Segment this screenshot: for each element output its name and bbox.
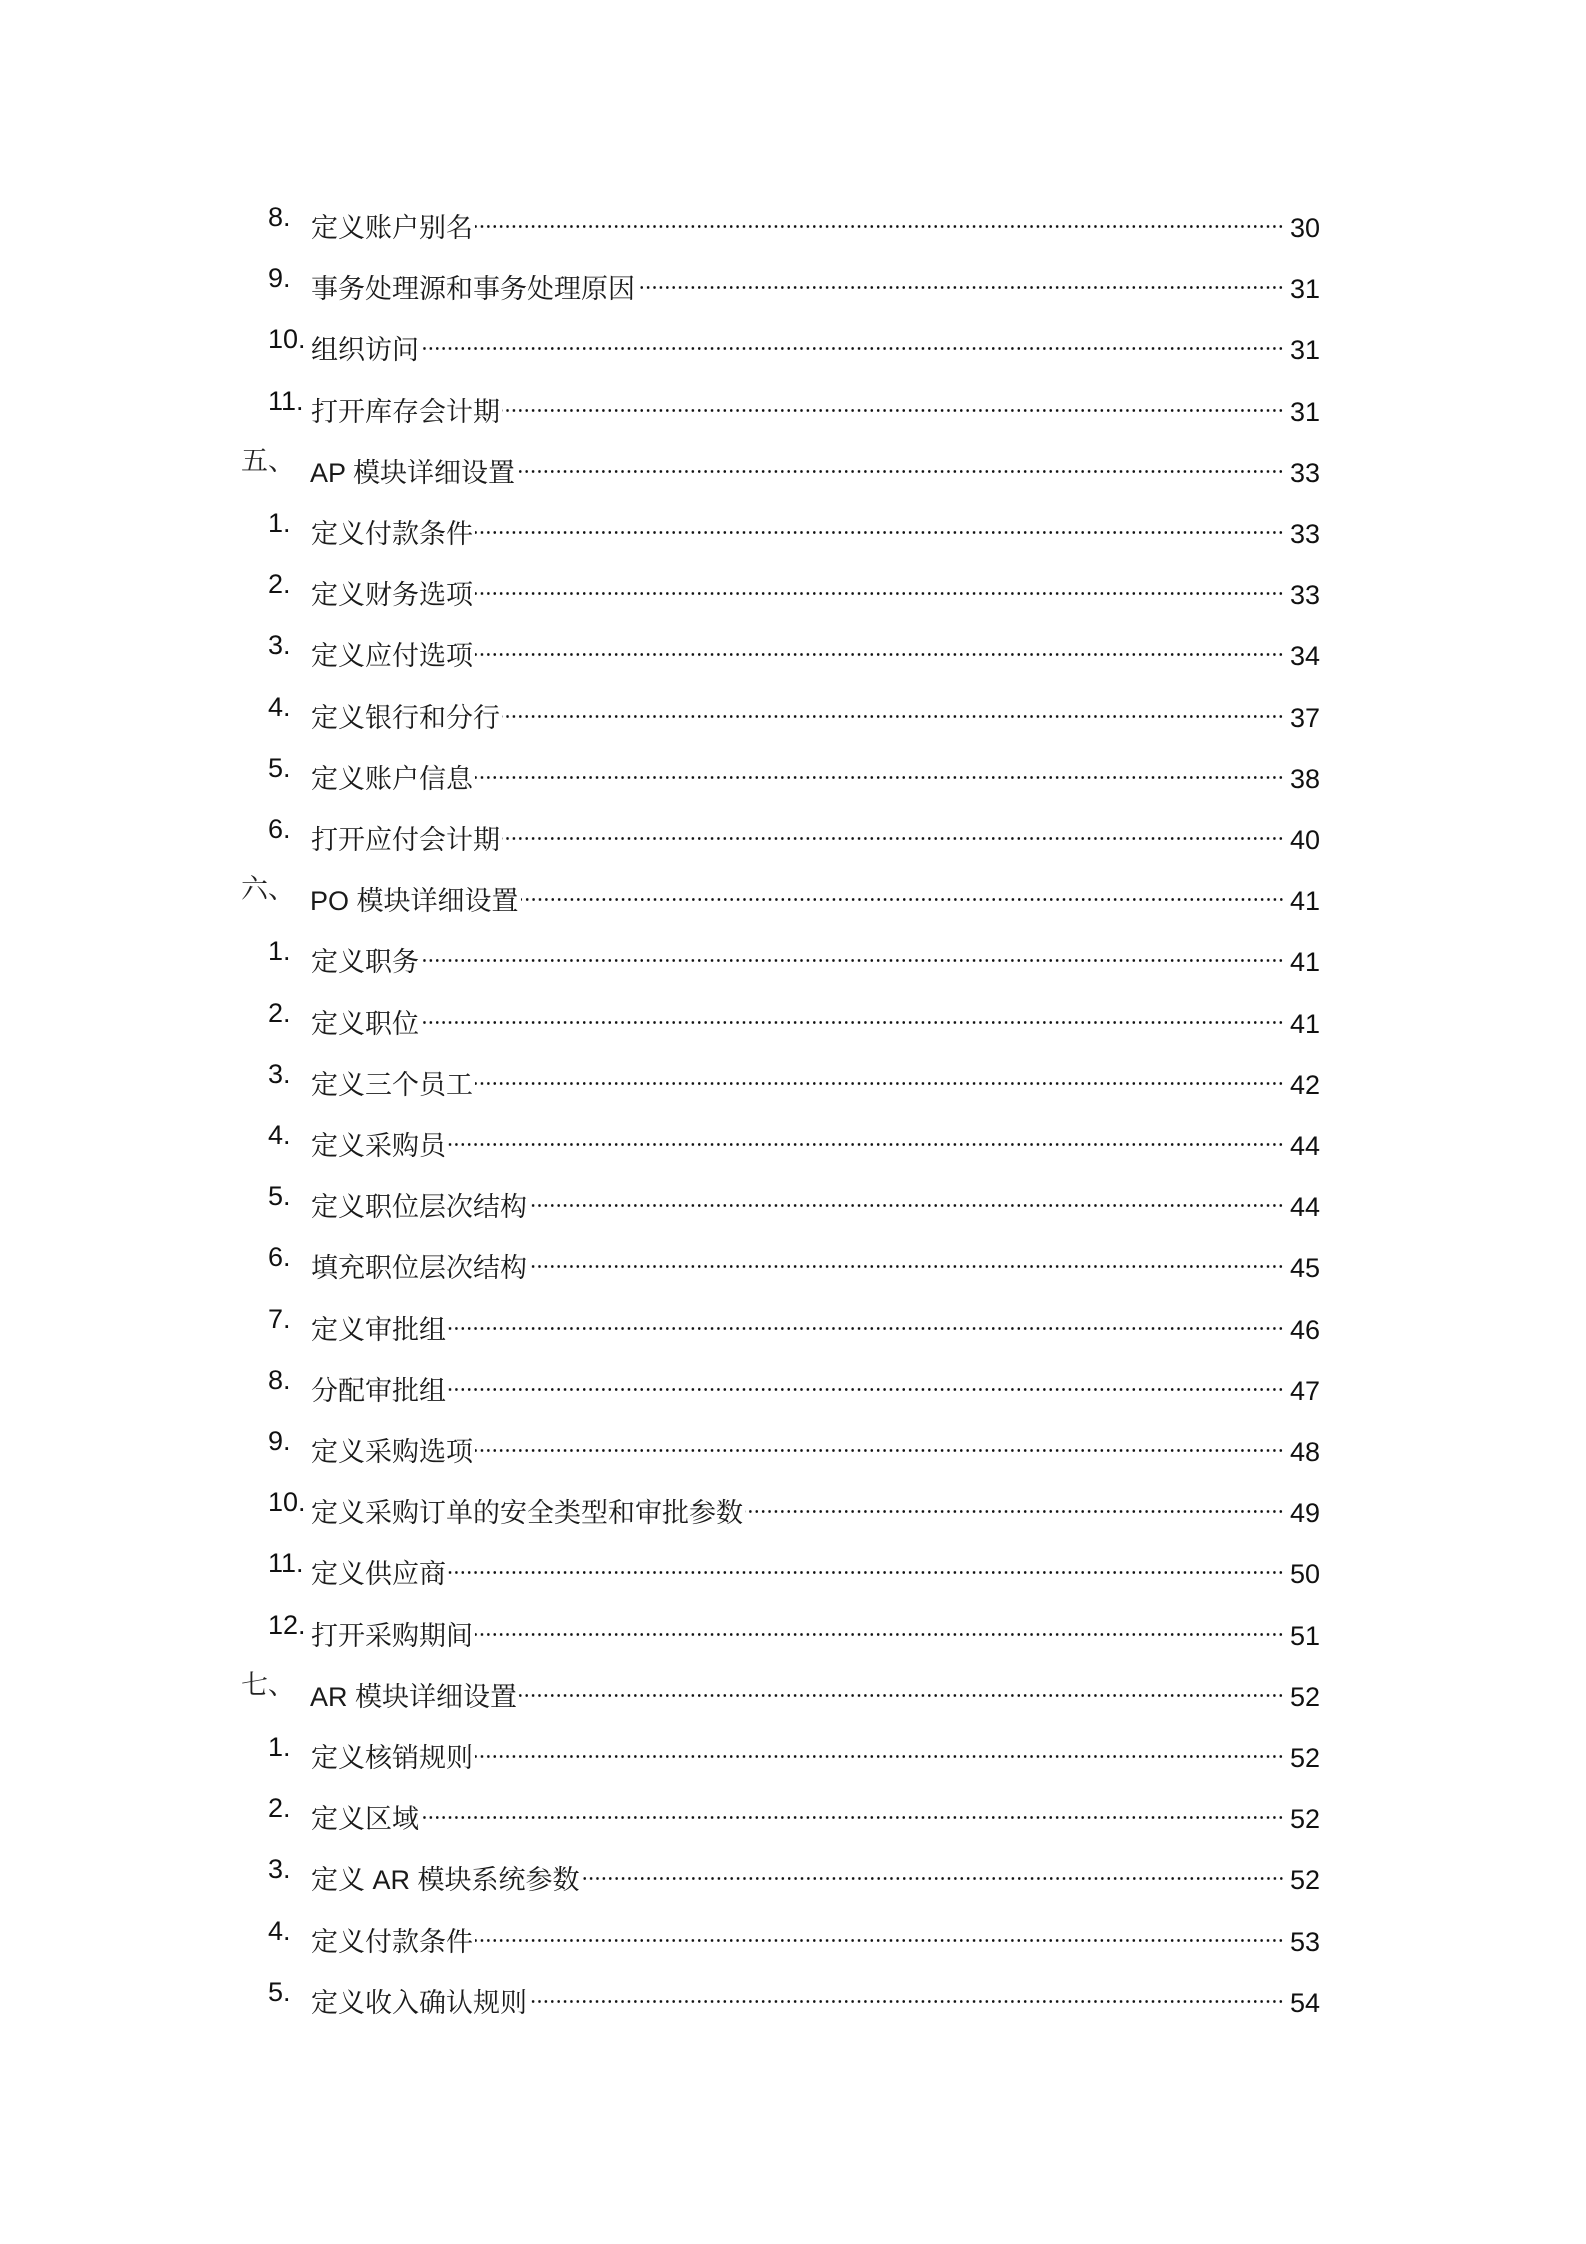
toc-entry-number: 8. (268, 202, 291, 232)
toc-entry-page-number[interactable]: 49 (1290, 1498, 1321, 1529)
toc-entry-line (311, 993, 1321, 1044)
toc-entry-title[interactable]: 打开采购期间 (311, 1620, 473, 1651)
toc-entry-page-number[interactable]: 52 (1290, 1681, 1321, 1712)
toc-entry-title[interactable]: 定义审批组 (311, 1314, 446, 1345)
toc-entry-page-number[interactable]: 31 (1290, 396, 1321, 427)
toc-entry[interactable] (0, 381, 1586, 427)
toc-entry[interactable] (0, 564, 1586, 611)
toc-entry-number: 3. (268, 1058, 291, 1089)
dot-leader (448, 1543, 1284, 1583)
dot-leader (475, 564, 1284, 604)
dot-leader (502, 809, 1284, 849)
toc-entry-title[interactable]: 组织访问 (311, 335, 419, 366)
toc-entry-page-number[interactable]: 52 (1290, 1865, 1321, 1896)
dot-leader (529, 1176, 1284, 1216)
toc-entry-number: 五、 (241, 445, 295, 477)
toc-entry-title[interactable]: 定义财务选项 (311, 580, 473, 611)
toc-entry[interactable] (0, 931, 1586, 978)
toc-entry-page-number[interactable]: 48 (1290, 1437, 1321, 1467)
toc-entry-title[interactable]: AP 模块详细设置 (310, 457, 516, 488)
toc-entry-number: 11. (268, 385, 304, 416)
toc-entry-number: 9. (268, 1426, 291, 1456)
toc-entry-number: 10. (268, 1487, 306, 1518)
toc-entry-page-number[interactable]: 30 (1290, 213, 1321, 243)
toc-entry-number: 3. (268, 630, 291, 661)
toc-entry-line (311, 1911, 1321, 1962)
toc-entry-number: 1. (268, 508, 291, 538)
toc-entry[interactable] (0, 1360, 1586, 1406)
toc-entry-page-number[interactable]: 54 (1290, 1987, 1321, 2018)
dot-leader (529, 1972, 1284, 2012)
toc-entry-page-number[interactable]: 41 (1290, 886, 1321, 917)
toc-entry-title[interactable]: 定义供应商 (311, 1559, 446, 1590)
toc-entry-page-number[interactable]: 38 (1290, 763, 1321, 794)
toc-entry-page-number[interactable]: 33 (1290, 519, 1321, 549)
toc-entry-page-number[interactable]: 51 (1290, 1620, 1321, 1651)
toc-entry-number: 10. (268, 324, 306, 355)
dot-leader (475, 1421, 1284, 1461)
toc-entry-line (311, 1727, 1321, 1778)
toc-entry-number: 4. (268, 1120, 291, 1150)
toc-entry-line (311, 748, 1321, 799)
dot-leader (519, 1666, 1284, 1706)
toc-entry-number: 7. (268, 1303, 291, 1334)
toc-entry-number: 六、 (241, 874, 295, 906)
toc-entry-page-number[interactable]: 42 (1290, 1069, 1321, 1100)
toc-entry-title[interactable]: 定义应付选项 (311, 641, 473, 672)
dot-leader (475, 748, 1284, 788)
toc-section-entry[interactable] (0, 1666, 1586, 1712)
dot-leader (421, 1788, 1284, 1828)
toc-entry-line (311, 503, 1321, 554)
dot-leader (475, 1054, 1284, 1094)
toc-entry-line (311, 381, 1321, 432)
dot-leader (475, 1727, 1284, 1767)
toc-entry-number: 9. (268, 263, 291, 294)
dot-leader (475, 625, 1284, 665)
toc-entry-number: 8. (268, 1364, 291, 1395)
dot-leader (448, 1115, 1284, 1155)
dot-leader (517, 442, 1284, 482)
toc-entry-line (311, 564, 1321, 615)
toc-entry[interactable] (0, 809, 1586, 855)
dot-leader (529, 1237, 1284, 1277)
toc-entry-title[interactable]: PO 模块详细设置 (310, 886, 519, 917)
toc-entry-title[interactable]: 定义职务 (311, 947, 419, 978)
toc-entry-number: 1. (268, 936, 291, 967)
toc-entry-line (311, 1054, 1321, 1105)
toc-entry-number: 七、 (241, 1669, 295, 1701)
toc-entry-title[interactable]: 定义付款条件 (311, 519, 473, 549)
toc-entry-page-number[interactable]: 44 (1290, 1131, 1321, 1161)
dot-leader (637, 258, 1284, 298)
toc-entry-title[interactable]: 事务处理源和事务处理原因 (311, 274, 635, 305)
toc-entry[interactable] (0, 1849, 1586, 1896)
toc-entry[interactable] (0, 1482, 1586, 1529)
toc-entry[interactable] (0, 1727, 1586, 1773)
toc-entry-number: 6. (268, 1242, 291, 1273)
toc-entry-line (310, 1666, 1321, 1717)
toc-section-entry[interactable] (0, 442, 1586, 488)
toc-entry-number: 2. (268, 997, 291, 1028)
toc-entry-line (311, 1543, 1321, 1594)
toc-entry-page-number[interactable]: 47 (1290, 1375, 1321, 1406)
toc-entry[interactable] (0, 1788, 1586, 1835)
dot-leader (475, 1911, 1284, 1951)
dot-leader (421, 993, 1284, 1033)
toc-entry-page-number[interactable]: 41 (1290, 1008, 1321, 1039)
toc-entry-line (311, 197, 1321, 248)
toc-entry-line (311, 319, 1321, 370)
toc-entry-line (311, 1176, 1321, 1227)
toc-entry[interactable] (0, 1543, 1586, 1590)
toc-entry-title[interactable]: 定义三个员工 (311, 1069, 473, 1100)
toc-entry[interactable] (0, 625, 1586, 672)
toc-entry-number: 4. (268, 1915, 291, 1946)
dot-leader (475, 1605, 1284, 1645)
toc-entry-page-number[interactable]: 41 (1290, 947, 1321, 978)
toc-entry-line (311, 809, 1321, 860)
toc-entry-title[interactable]: 定义采购订单的安全类型和审批参数 (311, 1498, 743, 1529)
toc-entry-line (311, 1421, 1321, 1472)
toc-entry[interactable] (0, 1972, 1586, 2018)
toc-entry-page-number[interactable]: 33 (1290, 580, 1321, 611)
toc-entry-line (311, 1115, 1321, 1166)
toc-entry-title[interactable]: 定义账户信息 (311, 763, 473, 794)
toc-entry-number: 11. (268, 1548, 304, 1579)
toc-entry-page-number[interactable]: 31 (1290, 274, 1321, 305)
toc-entry-number: 12. (268, 1609, 306, 1640)
dot-leader (475, 197, 1284, 237)
toc-entry-title[interactable]: 定义采购员 (311, 1131, 446, 1161)
toc-entry-page-number[interactable]: 45 (1290, 1253, 1321, 1284)
toc-entry-title[interactable]: AR 模块详细设置 (310, 1681, 518, 1712)
toc-entry-number: 3. (268, 1854, 291, 1885)
toc-entry[interactable] (0, 1911, 1586, 1957)
toc-entry-title[interactable]: 定义职位层次结构 (311, 1192, 527, 1223)
toc-section-entry[interactable] (0, 870, 1586, 917)
toc-entry-title[interactable]: 打开库存会计期 (311, 396, 500, 427)
toc-entry-line (311, 625, 1321, 676)
toc-entry-page-number[interactable]: 53 (1290, 1926, 1321, 1957)
toc-entry[interactable] (0, 1054, 1586, 1100)
toc-entry-page-number[interactable]: 40 (1290, 825, 1321, 855)
toc-entry-title[interactable]: 定义区域 (311, 1804, 419, 1835)
toc-entry-number: 2. (268, 1793, 291, 1824)
toc-entry-number: 5. (268, 1181, 291, 1212)
toc-entry-title[interactable]: 定义采购选项 (311, 1437, 473, 1467)
toc-entry[interactable] (0, 319, 1586, 366)
toc-entry-number: 6. (268, 814, 291, 844)
toc-entry[interactable] (0, 1237, 1586, 1284)
toc-entry-title[interactable]: 定义收入确认规则 (311, 1987, 527, 2018)
toc-entry-line (310, 870, 1321, 921)
toc-entry-number: 5. (268, 1976, 291, 2007)
toc-entry-page-number[interactable]: 31 (1290, 335, 1321, 366)
toc-entry-page-number[interactable]: 34 (1290, 641, 1321, 672)
dot-leader (582, 1849, 1284, 1889)
toc-entry-line (311, 258, 1321, 309)
toc-entry[interactable] (0, 1421, 1586, 1467)
toc-entry-number: 2. (268, 569, 291, 600)
dot-leader (475, 503, 1284, 543)
toc-entry[interactable] (0, 993, 1586, 1039)
toc-entry-line (311, 1360, 1321, 1411)
toc-entry-line (311, 1849, 1321, 1900)
dot-leader (448, 1360, 1284, 1400)
toc-entry[interactable] (0, 197, 1586, 243)
toc-entry-page-number[interactable]: 52 (1290, 1743, 1321, 1773)
toc-entry-title[interactable]: 定义核销规则 (311, 1743, 473, 1773)
toc-entry-title[interactable]: 填充职位层次结构 (311, 1253, 527, 1284)
toc-entry-number: 1. (268, 1732, 291, 1762)
toc-entry-title[interactable]: 定义银行和分行 (311, 702, 500, 733)
dot-leader (502, 381, 1284, 421)
dot-leader (502, 687, 1284, 727)
toc-entry-line (310, 442, 1321, 493)
toc-entry[interactable] (0, 503, 1586, 549)
toc-entry-line (311, 1237, 1321, 1288)
toc-entry-line (311, 1299, 1321, 1350)
toc-entry-page-number[interactable]: 44 (1290, 1192, 1321, 1223)
toc-entry-title[interactable]: 定义付款条件 (311, 1926, 473, 1957)
toc-entry[interactable] (0, 1605, 1586, 1651)
toc-entry-number: 4. (268, 691, 291, 722)
toc-entry-title[interactable]: 定义账户别名 (311, 213, 473, 243)
toc-entry-title[interactable]: 定义 AR 模块系统参数 (311, 1865, 580, 1896)
toc-entry-page-number[interactable]: 46 (1290, 1314, 1321, 1345)
toc-entry[interactable] (0, 1115, 1586, 1161)
toc-entry-line (311, 1482, 1321, 1533)
toc-entry-number: 5. (268, 752, 291, 783)
toc-entry-page-number[interactable]: 33 (1290, 457, 1321, 488)
toc-entry-page-number[interactable]: 50 (1290, 1559, 1321, 1590)
toc-entry[interactable] (0, 687, 1586, 733)
dot-leader (421, 319, 1284, 359)
toc-entry-line (311, 1605, 1321, 1656)
toc-entry[interactable] (0, 258, 1586, 305)
dot-leader (521, 870, 1284, 910)
toc-entry-title[interactable]: 打开应付会计期 (311, 825, 500, 855)
toc-entry-title[interactable]: 分配审批组 (311, 1375, 446, 1406)
toc-entry-line (311, 931, 1321, 982)
dot-leader (448, 1299, 1284, 1339)
toc-entry[interactable] (0, 748, 1586, 794)
toc-entry[interactable] (0, 1176, 1586, 1223)
toc-entry[interactable] (0, 1299, 1586, 1345)
toc-entry-line (311, 687, 1321, 738)
toc-entry-line (311, 1788, 1321, 1839)
toc-entry-title[interactable]: 定义职位 (311, 1008, 419, 1039)
dot-leader (421, 931, 1284, 971)
toc-entry-page-number[interactable]: 37 (1290, 702, 1321, 733)
toc-entry-line (311, 1972, 1321, 2023)
dot-leader (745, 1482, 1284, 1522)
toc-entry-page-number[interactable]: 52 (1290, 1804, 1321, 1835)
